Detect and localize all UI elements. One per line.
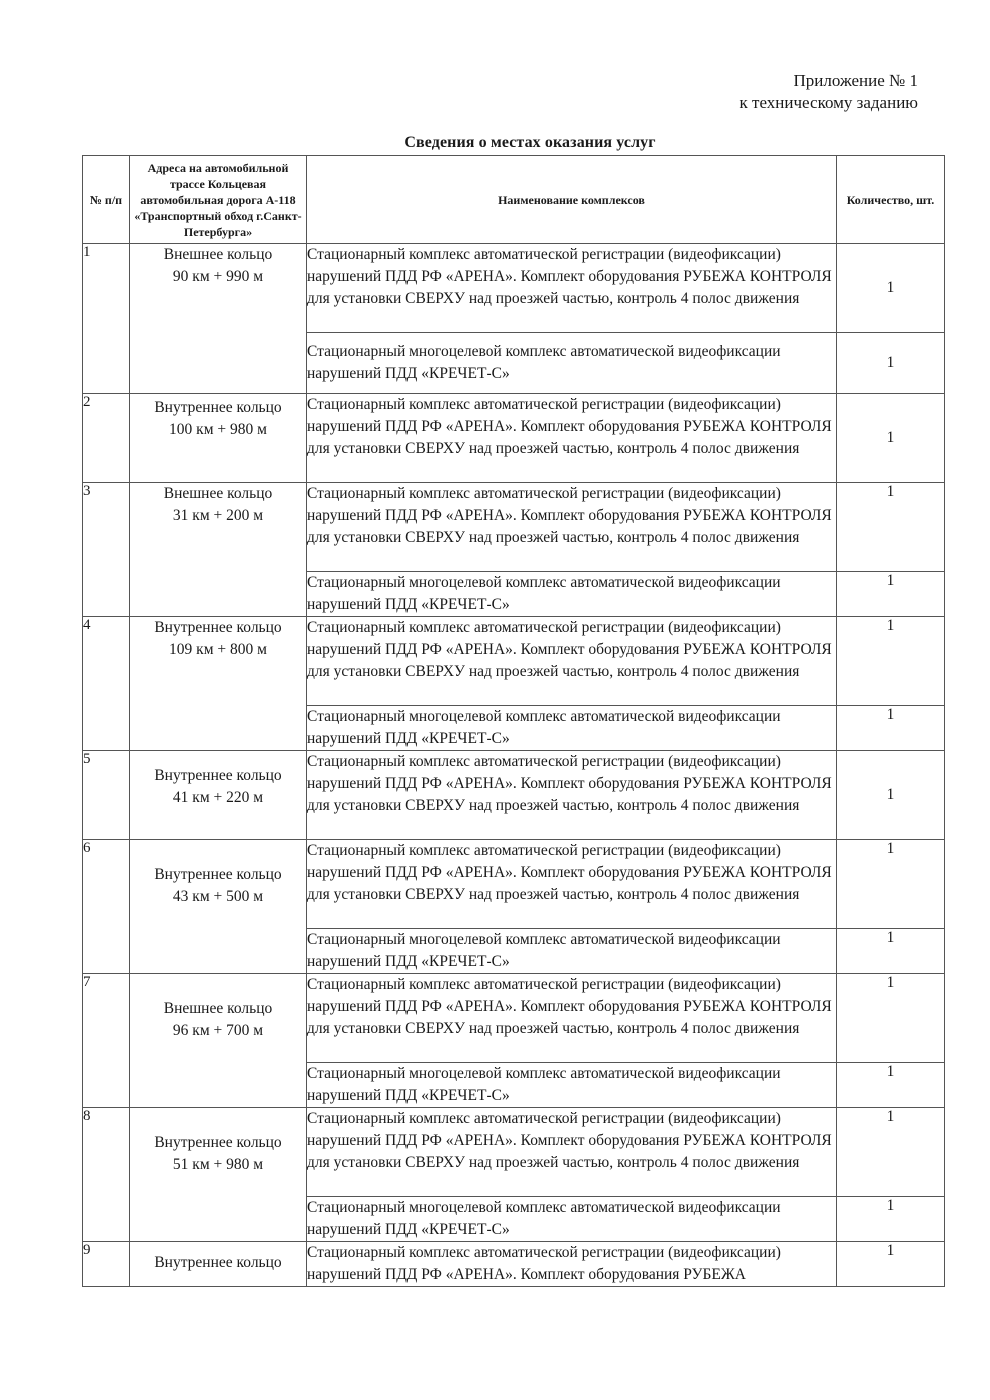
row-num: 5 bbox=[83, 751, 130, 840]
table-row bbox=[83, 394, 945, 483]
row-address bbox=[130, 751, 307, 840]
complex-name: Стационарный комплекс автоматической регистрации (видеофиксации) нарушений ПДД РФ «АРЕНА». Комплект оборудования РУБЕЖА КОНТРОЛЯ для установки СВЕРХУ над проезжей частью, контроль 4 полос движения bbox=[307, 751, 837, 840]
complex-name: Стационарный комплекс автоматической регистрации (видеофиксации) нарушений ПДД РФ «АРЕНА». Комплект оборудования РУБЕЖА КОНТРОЛЯ для установки СВЕРХУ над проезжей частью, контроль 4 полос движения bbox=[307, 1108, 837, 1197]
row-qty: 1 bbox=[837, 333, 945, 394]
row-address bbox=[130, 840, 307, 974]
table-row bbox=[83, 617, 945, 706]
address-ring: Внешнее кольцо bbox=[163, 485, 273, 502]
header-address: Адреса на автомобильной трассе Кольцевая автомобильная дорога А-118 «Транспортный обход г.Санкт-Петербурга» bbox=[130, 156, 307, 244]
address-km: 51 км + 980 м bbox=[172, 1156, 264, 1173]
row-num: 9 bbox=[83, 1242, 130, 1287]
complex-name: Стационарный многоцелевой комплекс автоматической видеофиксации нарушений ПДД «КРЕЧЕТ-С» bbox=[307, 1197, 837, 1242]
appendix-line-1: Приложение № 1 bbox=[793, 71, 918, 90]
complex-name: Стационарный комплекс автоматической регистрации (видеофиксации) нарушений ПДД РФ «АРЕНА». Комплект оборудования РУБЕЖА КОНТРОЛЯ для установки СВЕРХУ над проезжей частью, контроль 4 полос движения bbox=[307, 483, 837, 572]
appendix-note bbox=[740, 70, 918, 114]
address-km: 43 км + 500 м bbox=[172, 888, 264, 905]
row-qty: 1 bbox=[837, 706, 945, 751]
address-km: 109 км + 800 м bbox=[169, 641, 267, 658]
address-ring: Внутреннее кольцо bbox=[154, 1134, 282, 1151]
complex-name: Стационарный комплекс автоматической регистрации (видеофиксации) нарушений ПДД РФ «АРЕНА». Комплект оборудования РУБЕЖА КОНТРОЛЯ для установки СВЕРХУ над проезжей частью, контроль 4 полос движения bbox=[307, 244, 837, 333]
row-num: 8 bbox=[83, 1108, 130, 1242]
row-num: 1 bbox=[83, 244, 130, 394]
complex-name: Стационарный комплекс автоматической регистрации (видеофиксации) нарушений ПДД РФ «АРЕНА». Комплект оборудования РУБЕЖА КОНТРОЛЯ для установки СВЕРХУ над проезжей частью, контроль 4 полос движения bbox=[307, 974, 837, 1063]
row-qty: 1 bbox=[837, 1242, 945, 1287]
appendix-line-2: к техническому заданию bbox=[739, 93, 918, 112]
address-ring: Внешнее кольцо bbox=[163, 1000, 273, 1017]
row-address bbox=[130, 974, 307, 1108]
address-ring: Внутреннее кольцо bbox=[154, 866, 282, 883]
row-qty: 1 bbox=[837, 244, 945, 333]
table-row bbox=[83, 1108, 945, 1197]
complex-name: Стационарный многоцелевой комплекс автоматической видеофиксации нарушений ПДД «КРЕЧЕТ-С» bbox=[307, 706, 837, 751]
row-qty: 1 bbox=[837, 1108, 945, 1197]
complex-name: Стационарный многоцелевой комплекс автоматической видеофиксации нарушений ПДД «КРЕЧЕТ-С» bbox=[307, 572, 837, 617]
document-title: Сведения о местах оказания услуг bbox=[404, 134, 656, 151]
complex-name: Стационарный многоцелевой комплекс автоматической видеофиксации нарушений ПДД «КРЕЧЕТ-С» bbox=[307, 333, 837, 394]
table-row bbox=[83, 840, 945, 929]
table-header-row bbox=[83, 156, 945, 244]
row-address bbox=[130, 1108, 307, 1242]
row-num: 7 bbox=[83, 974, 130, 1108]
complex-name: Стационарный многоцелевой комплекс автоматической видеофиксации нарушений ПДД «КРЕЧЕТ-С» bbox=[307, 929, 837, 974]
table-row bbox=[83, 974, 945, 1063]
row-qty: 1 bbox=[837, 974, 945, 1063]
address-ring: Внутреннее кольцо bbox=[154, 399, 282, 416]
address-ring: Внутреннее кольцо bbox=[154, 619, 282, 636]
row-address bbox=[130, 244, 307, 394]
services-table bbox=[82, 155, 945, 1287]
row-num: 2 bbox=[83, 394, 130, 483]
row-qty: 1 bbox=[837, 394, 945, 483]
row-qty: 1 bbox=[837, 1197, 945, 1242]
row-num: 4 bbox=[83, 617, 130, 751]
row-num: 6 bbox=[83, 840, 130, 974]
address-ring: Внутреннее кольцо bbox=[154, 767, 282, 784]
table-row bbox=[83, 1242, 945, 1287]
row-address bbox=[130, 1242, 307, 1287]
complex-name: Стационарный комплекс автоматической регистрации (видеофиксации) нарушений ПДД РФ «АРЕНА». Комплект оборудования РУБЕЖА КОНТРОЛЯ для установки СВЕРХУ над проезжей частью, контроль 4 полос движения bbox=[307, 840, 837, 929]
header-complex: Наименование комплексов bbox=[307, 156, 837, 244]
address-km: 31 км + 200 м bbox=[172, 507, 264, 524]
row-qty: 1 bbox=[837, 483, 945, 572]
address-km: 96 км + 700 м bbox=[172, 1022, 264, 1039]
complex-name: Стационарный комплекс автоматической регистрации (видеофиксации) нарушений ПДД РФ «АРЕНА». Комплект оборудования РУБЕЖА КОНТРОЛЯ для установки СВЕРХУ над проезжей частью, контроль 4 полос движения bbox=[307, 394, 837, 483]
row-qty: 1 bbox=[837, 572, 945, 617]
row-num: 3 bbox=[83, 483, 130, 617]
address-km: 90 км + 990 м bbox=[172, 268, 264, 285]
row-qty: 1 bbox=[837, 751, 945, 840]
table-row bbox=[83, 483, 945, 572]
table-row bbox=[83, 244, 945, 333]
address-km: 100 км + 980 м bbox=[169, 421, 267, 438]
row-qty: 1 bbox=[837, 617, 945, 706]
address-ring: Внешнее кольцо bbox=[163, 246, 273, 263]
table-row bbox=[83, 751, 945, 840]
complex-name: Стационарный многоцелевой комплекс автоматической видеофиксации нарушений ПДД «КРЕЧЕТ-С» bbox=[307, 1063, 837, 1108]
address-ring: Внутреннее кольцо bbox=[154, 1254, 282, 1271]
row-address bbox=[130, 483, 307, 617]
header-num: № п/п bbox=[83, 156, 130, 244]
row-address bbox=[130, 394, 307, 483]
header-qty: Количество, шт. bbox=[837, 156, 945, 244]
address-km: 41 км + 220 м bbox=[172, 789, 264, 806]
row-qty: 1 bbox=[837, 840, 945, 929]
row-qty: 1 bbox=[837, 1063, 945, 1108]
row-qty: 1 bbox=[837, 929, 945, 974]
row-address bbox=[130, 617, 307, 751]
complex-name: Стационарный комплекс автоматической регистрации (видеофиксации) нарушений ПДД РФ «АРЕНА». Комплект оборудования РУБЕЖА bbox=[307, 1242, 837, 1287]
complex-name: Стационарный комплекс автоматической регистрации (видеофиксации) нарушений ПДД РФ «АРЕНА». Комплект оборудования РУБЕЖА КОНТРОЛЯ для установки СВЕРХУ над проезжей частью, контроль 4 полос движения bbox=[307, 617, 837, 706]
